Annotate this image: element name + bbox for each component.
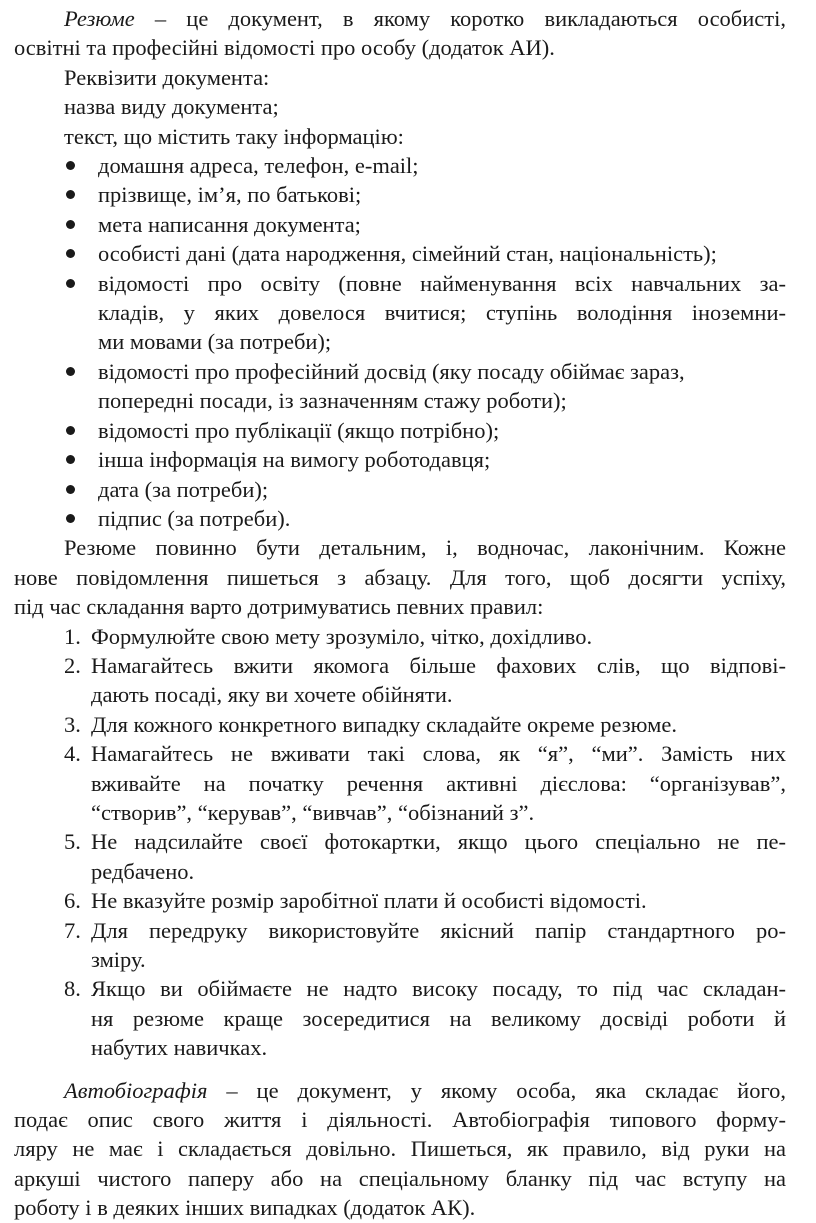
bullet-item: дата (за потреби); [14, 475, 786, 504]
autobiography-line: аркуші чистого паперу або на спеціальному бланку під час вступу на [14, 1165, 786, 1191]
bullet-item-continuation: попередні посади, із зазначенням стажу роботи); [98, 388, 567, 414]
rule-item: 1. Формулюйте свою мету зрозуміло, чітко, дохідливо. [14, 622, 786, 651]
rule-number: 3. [64, 711, 81, 737]
bullet-item: підпис (за потреби). [14, 504, 786, 533]
bullet-icon [66, 161, 75, 170]
bullet-icon [66, 279, 75, 288]
rule-number: 2. [64, 652, 81, 678]
bullet-icon [66, 249, 75, 258]
autobiography-line: ляру не має і складається довільно. Пишеться, як правило, від руки на [14, 1136, 786, 1162]
requisite-kind: назва виду документа; [64, 94, 279, 120]
rule-item-continuation: “створив”, “керував”, “вивчав”, “обізнаний з”. [91, 799, 535, 825]
rule-item: 6. Не вказуйте розмір заробітної плати й особисті відомості. [14, 886, 786, 915]
rule-number: 6. [64, 888, 81, 914]
resume-definition-text: – це документ, в якому коротко викладаються особисті, [134, 6, 786, 31]
bullet-item-continuation: кладів, у яких довелося вчитися; ступінь володіння іноземни- [98, 300, 786, 326]
bullet-icon [66, 485, 75, 494]
rule-number: 4. [64, 741, 81, 767]
rule-item-continuation: дають посаді, яку ви хочете обійняти. [91, 682, 453, 708]
resume-term: Резюме [64, 6, 135, 31]
rule-item-continuation: ня резюме краще зосередитися на великому досвіді роботи й [91, 1005, 786, 1031]
resume-definition-line-1 [14, 4, 786, 33]
rule-item: 3. Для кожного конкретного випадку складайте окреме резюме. [14, 710, 786, 739]
autobiography-definition-line-1 [14, 1076, 786, 1105]
bullet-item: інша інформація на вимогу роботодавця; [14, 445, 786, 474]
rule-number: 1. [64, 623, 81, 649]
rule-number: 5. [64, 829, 81, 855]
resume-paragraph-line: під час складання варто дотримуватись певних правил: [14, 594, 544, 620]
rule-number: 8. [64, 976, 81, 1002]
rule-item-continuation: набутих навичках. [91, 1035, 268, 1061]
rule-item: 5. Не надсилайте своєї фотокартки, якщо цього спеціально не пе- [14, 827, 786, 856]
document-page [14, 4, 786, 1223]
bullet-icon [66, 367, 75, 376]
bullet-item: домашня адреса, телефон, e-mail; [14, 151, 786, 180]
rule-item: 2. Намагайтесь вжити якомога більше фахових слів, що відпові- [14, 651, 786, 680]
rule-item-continuation: вживайте на початку речення активні дієслова: “організував”, [91, 770, 786, 796]
autobiography-term: Автобіографія [64, 1077, 208, 1103]
rule-item: 4. Намагайтесь не вживати такі слова, як “я”, “ми”. Замість них [14, 739, 786, 768]
requisites-heading: Реквізити документа: [64, 64, 270, 90]
bullet-icon [66, 220, 75, 229]
bullet-icon [66, 514, 75, 523]
bullet-item: мета написання документа; [14, 210, 786, 239]
bullet-item: відомості про освіту (повне найменування всіх навчальних за- [14, 269, 786, 298]
rule-item-continuation: редбачено. [91, 858, 195, 884]
bullet-item: особисті дані (дата народження, сімейний стан, національність); [14, 239, 786, 268]
rule-number: 7. [64, 917, 81, 943]
autobiography-definition-text: – це документ, у якому особа, яка складає його, [207, 1077, 786, 1103]
requisite-text-intro: текст, що містить таку інформацію: [64, 123, 404, 149]
autobiography-line: роботу і в деяких інших випадках (додаток АК). [14, 1195, 476, 1221]
resume-paragraph-line: Резюме повинно бути детальним, і, водночас, лаконічним. Кожне [64, 535, 786, 561]
bullet-item: відомості про публікації (якщо потрібно); [14, 416, 786, 445]
bullet-item: відомості про професійний досвід (яку посаду обіймає зараз, [14, 357, 786, 386]
bullet-item-continuation: ми мовами (за потреби); [98, 329, 332, 355]
rule-item: 7. Для передруку використовуйте якісний папір стандартного ро- [14, 916, 786, 945]
section-gap [14, 1063, 786, 1076]
bullet-icon [66, 455, 75, 464]
rule-item: 8. Якщо ви обіймаєте не надто високу посаду, то під час складан- [14, 974, 786, 1003]
rule-item-continuation: зміру. [91, 947, 146, 972]
autobiography-line: подає опис свого життя і діяльності. Автобіографія типового форму- [14, 1107, 786, 1133]
resume-definition-line-2: освітні та професійні відомості про особу (додаток АИ). [14, 35, 555, 61]
bullet-icon [66, 426, 75, 435]
resume-paragraph-line: нове повідомлення пишеться з абзацу. Для того, щоб досягти успіху, [14, 564, 786, 590]
bullet-icon [66, 190, 75, 199]
bullet-item: прізвище, ім’я, по батькові; [14, 180, 786, 209]
